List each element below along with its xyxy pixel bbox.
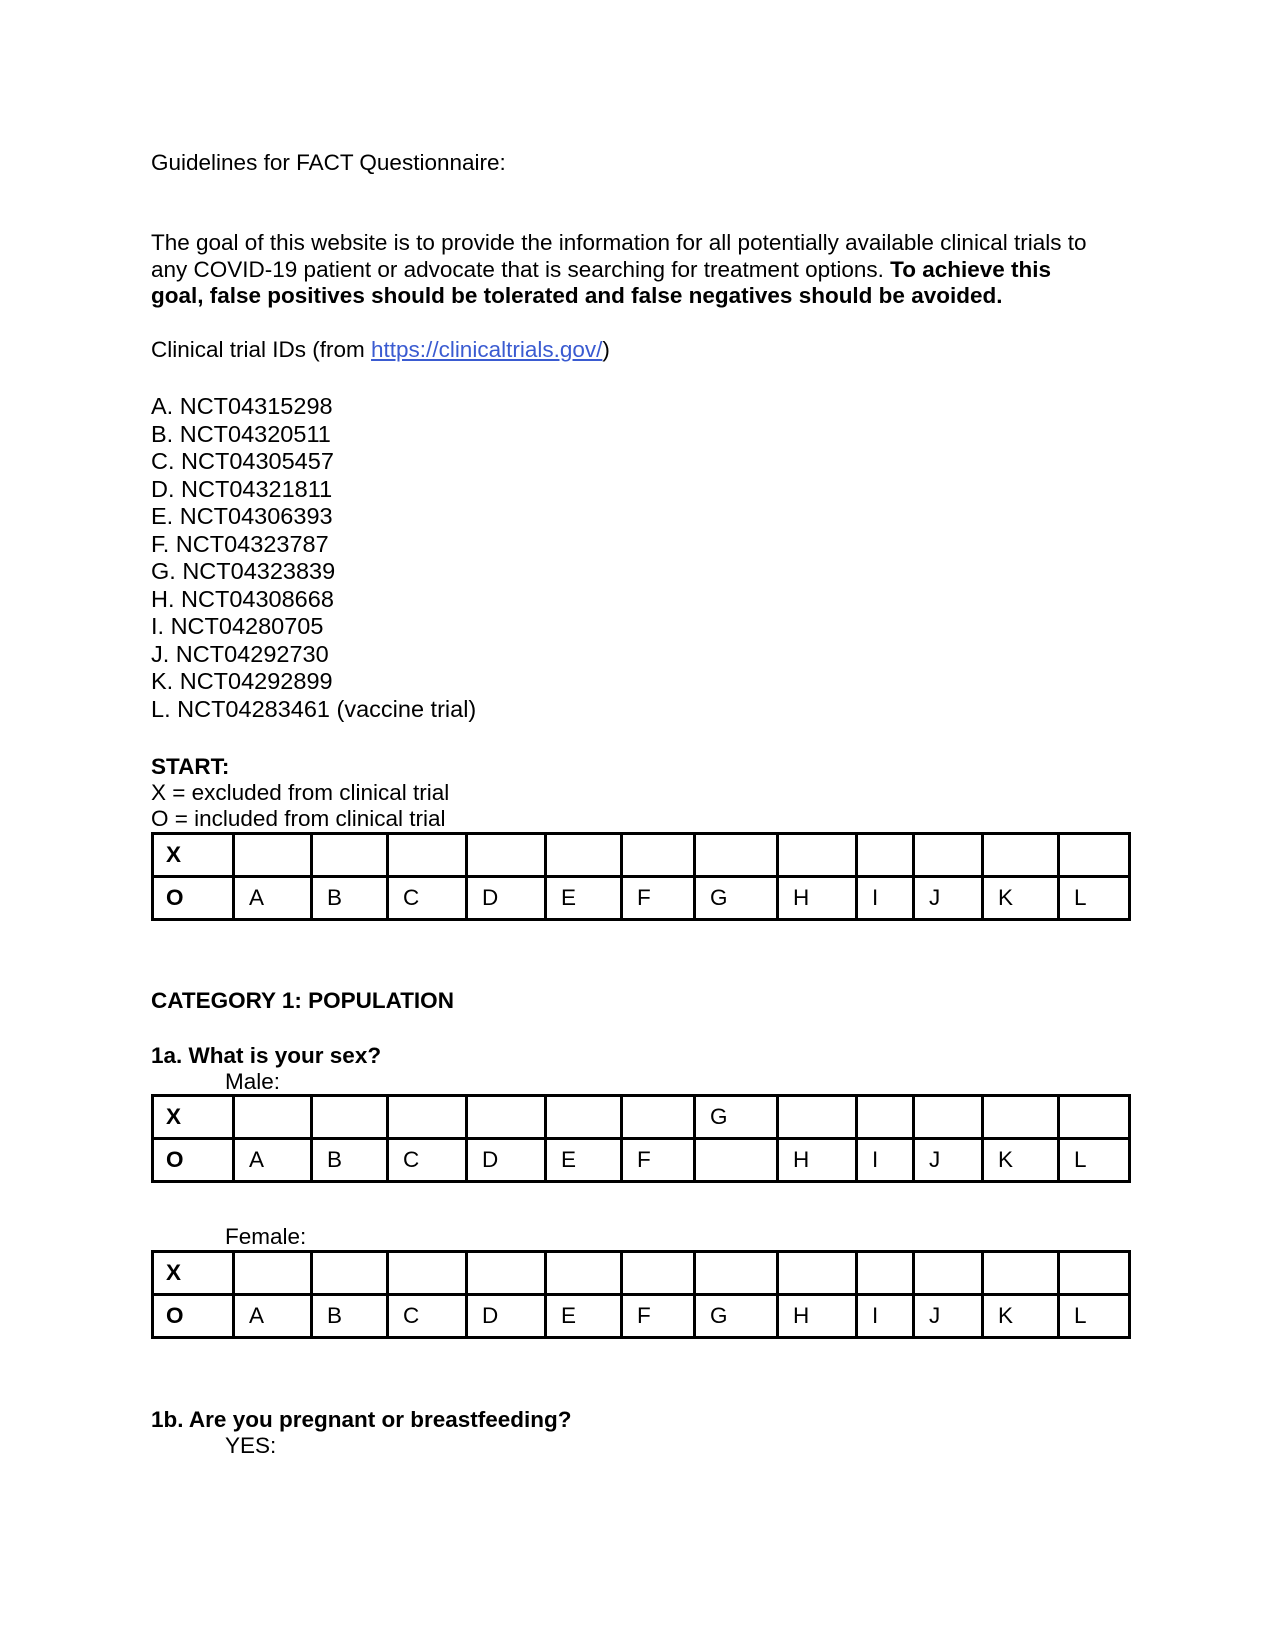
trial-cell: B — [312, 877, 388, 920]
trial-cell: D — [467, 877, 546, 920]
trial-cell — [312, 1096, 388, 1139]
category-heading: CATEGORY 1: POPULATION — [151, 988, 454, 1013]
trial-cell — [388, 1096, 467, 1139]
trial-id-item: B. NCT04320511 — [151, 420, 331, 447]
trial-cell — [467, 1096, 546, 1139]
trial-cell — [914, 1096, 983, 1139]
trial-cell: F — [622, 1139, 695, 1182]
intro-line-2-text: any COVID-19 patient or advocate that is searching for treatment options. — [151, 256, 891, 282]
trial-id-item: F. NCT04323787 — [151, 530, 329, 557]
trial-cell: H — [778, 877, 857, 920]
trial-cell: K — [983, 1139, 1059, 1182]
trial-cell — [312, 834, 388, 877]
trial-cell — [622, 1096, 695, 1139]
trial-cell: J — [914, 877, 983, 920]
clinicaltrials-link[interactable]: https://clinicaltrials.gov/ — [371, 337, 603, 362]
trial-cell — [778, 834, 857, 877]
yes-label: YES: — [225, 1433, 277, 1458]
male-label: Male: — [225, 1069, 281, 1094]
included-row-label: O — [153, 1139, 234, 1182]
trial-cell: H — [778, 1139, 857, 1182]
excluded-row — [153, 1096, 1130, 1139]
trial-cell: G — [695, 877, 778, 920]
trial-cell: G — [695, 1295, 778, 1338]
trial-cell: E — [546, 1139, 622, 1182]
trial-cell — [857, 834, 914, 877]
trial-cell: A — [234, 877, 312, 920]
trial-cell — [388, 1252, 467, 1295]
trial-cell — [695, 1139, 778, 1182]
trial-cell: D — [467, 1139, 546, 1182]
trial-cell: L — [1059, 1139, 1130, 1182]
trial-ids-suffix: ) — [602, 337, 610, 362]
included-row-label: O — [153, 1295, 234, 1338]
male-table — [151, 1094, 1131, 1183]
trial-cell: H — [778, 1295, 857, 1338]
intro-line-1: The goal of this website is to provide the information for all potentially available clinical trials to — [151, 230, 1087, 255]
intro-line-3 — [151, 283, 1086, 310]
trial-id-item: K. NCT04292899 — [151, 668, 333, 694]
trial-cell — [622, 834, 695, 877]
trial-cell: J — [914, 1139, 983, 1182]
intro-line-2 — [151, 257, 1086, 284]
trial-id-item: E. NCT04306393 — [151, 503, 333, 529]
trial-cell — [1059, 1252, 1130, 1295]
legend-excluded: X = excluded from clinical trial — [151, 780, 450, 805]
trial-cell: K — [983, 877, 1059, 920]
trial-cell — [914, 1252, 983, 1295]
trial-id-item: J. NCT04292730 — [151, 640, 329, 667]
intro-line-3-bold: goal, false positives should be tolerated and false negatives should be avoided. — [151, 283, 1003, 308]
trial-cell: B — [312, 1295, 388, 1338]
trial-cell — [857, 1096, 914, 1139]
trial-cell — [695, 1252, 778, 1295]
trial-cell — [234, 1252, 312, 1295]
trial-cell: A — [234, 1295, 312, 1338]
trial-cell — [983, 1252, 1059, 1295]
trial-cell: E — [546, 877, 622, 920]
trial-cell: K — [983, 1295, 1059, 1338]
excluded-row-label: X — [153, 1252, 234, 1295]
intro-paragraph — [151, 230, 1086, 310]
trial-cell: F — [622, 877, 695, 920]
trial-id-item: I. NCT04280705 — [151, 613, 324, 639]
trial-id-list — [151, 393, 476, 723]
trial-cell — [983, 834, 1059, 877]
included-row — [153, 1139, 1130, 1182]
document-title: Guidelines for FACT Questionnaire: — [151, 150, 506, 175]
trial-cell — [778, 1096, 857, 1139]
trial-cell: I — [857, 1139, 914, 1182]
trial-id-item: L. NCT04283461 (vaccine trial) — [151, 695, 477, 722]
trial-ids-prefix: Clinical trial IDs (from — [151, 337, 372, 362]
female-table — [151, 1250, 1131, 1339]
trial-id-item: C. NCT04305457 — [151, 448, 334, 474]
trial-cell: I — [857, 877, 914, 920]
trial-cell: L — [1059, 1295, 1130, 1338]
question-1b: 1b. Are you pregnant or breastfeeding? — [151, 1407, 572, 1432]
trial-cell: B — [312, 1139, 388, 1182]
trial-cell — [695, 834, 778, 877]
trial-cell: J — [914, 1295, 983, 1338]
trial-id-item: A. NCT04315298 — [151, 393, 333, 419]
trial-id-item: H. NCT04308668 — [151, 585, 334, 612]
start-table — [151, 832, 1131, 921]
legend-included: O = included from clinical trial — [151, 806, 446, 831]
trial-id-item: G. NCT04323839 — [151, 558, 336, 584]
trial-cell — [312, 1252, 388, 1295]
trial-cell: L — [1059, 877, 1130, 920]
trial-cell — [622, 1252, 695, 1295]
question-1a: 1a. What is your sex? — [151, 1043, 382, 1068]
trial-cell: E — [546, 1295, 622, 1338]
included-row — [153, 877, 1130, 920]
excluded-row-label: X — [153, 1096, 234, 1139]
trial-cell: F — [622, 1295, 695, 1338]
trial-cell — [388, 834, 467, 877]
trial-cell — [546, 1096, 622, 1139]
trial-cell — [857, 1252, 914, 1295]
included-row-label: O — [153, 877, 234, 920]
trial-cell: I — [857, 1295, 914, 1338]
trial-cell — [778, 1252, 857, 1295]
trial-cell: C — [388, 1295, 467, 1338]
trial-cell — [546, 1252, 622, 1295]
intro-line-2-bold: To achieve this — [890, 256, 1052, 282]
trial-cell: C — [388, 877, 467, 920]
trial-cell — [467, 834, 546, 877]
trial-cell — [234, 1096, 312, 1139]
start-heading: START: — [151, 754, 230, 779]
trial-cell — [1059, 834, 1130, 877]
excluded-row-label: X — [153, 834, 234, 877]
legend — [151, 780, 449, 832]
trial-cell — [983, 1096, 1059, 1139]
trial-cell: A — [234, 1139, 312, 1182]
excluded-row — [153, 1252, 1130, 1295]
trial-cell — [467, 1252, 546, 1295]
included-row — [153, 1295, 1130, 1338]
trial-cell: G — [695, 1096, 778, 1139]
trial-cell — [234, 834, 312, 877]
trial-cell — [1059, 1096, 1130, 1139]
trial-cell — [914, 834, 983, 877]
trial-id-item: D. NCT04321811 — [151, 475, 333, 502]
trial-cell — [546, 834, 622, 877]
female-label: Female: — [225, 1224, 307, 1249]
excluded-row — [153, 834, 1130, 877]
trial-cell: D — [467, 1295, 546, 1338]
trial-ids-intro — [151, 337, 610, 363]
trial-cell: C — [388, 1139, 467, 1182]
